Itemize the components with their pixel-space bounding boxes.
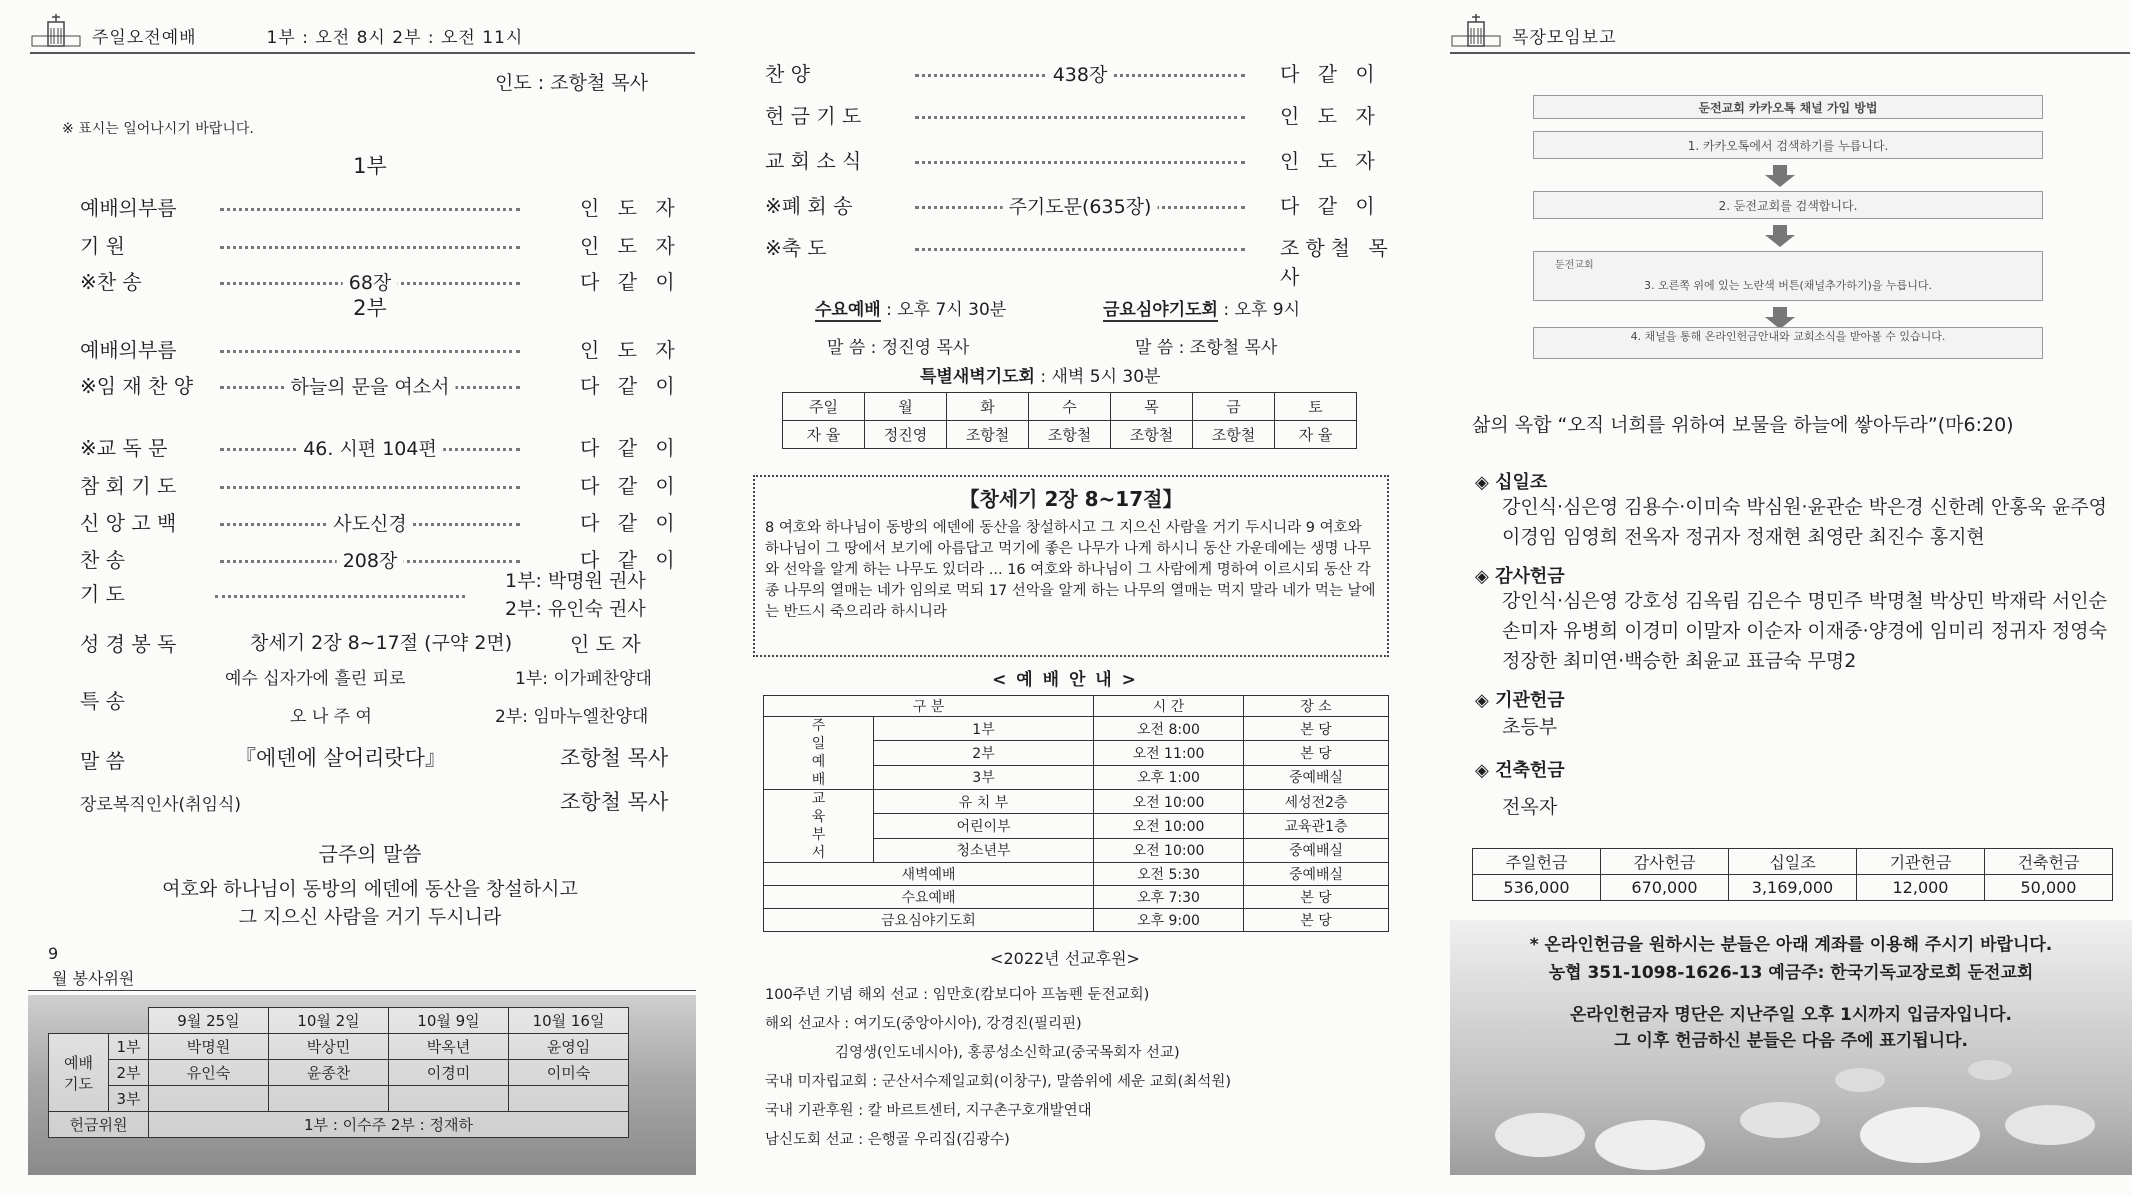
service-times: 1부 : 오전 8시 2부 : 오전 11시 — [266, 28, 524, 48]
guide-place: 중예배실 — [1244, 838, 1389, 862]
dawn-day: 금 — [1193, 393, 1275, 421]
serve-date: 10월 2일 — [269, 1008, 389, 1034]
order-label: 참 회 기 도 — [80, 474, 177, 498]
serve-cell — [269, 1086, 389, 1112]
kakao-title: 둔전교회 카카오톡 채널 가입 방법 — [1533, 95, 2043, 119]
dawn-leaders-row — [783, 421, 1357, 449]
guide-group-char: 육 — [811, 809, 826, 825]
order-responsible: 다 같 이 — [580, 436, 681, 460]
serve-cell: 윤종찬 — [269, 1060, 389, 1086]
building-title: ◈ 건축헌금 — [1475, 760, 1565, 781]
guide-row — [764, 909, 1389, 932]
order-row — [725, 100, 1415, 130]
wed-speaker: 말 씀 : 정진영 목사 — [827, 338, 970, 358]
dawn-leader: 정진영 — [865, 421, 947, 449]
serve-cell — [389, 1086, 509, 1112]
offering-value: 536,000 — [1473, 875, 1601, 901]
order-label: 찬 양 — [765, 62, 810, 86]
order-label: 예배의부름 — [80, 338, 177, 362]
guide-place: 본 당 — [1244, 717, 1389, 741]
serve-cell — [509, 1086, 629, 1112]
guide-time: 오전 10:00 — [1094, 838, 1244, 862]
guide-time: 오전 11:00 — [1094, 741, 1244, 765]
sermon-preacher: 조항철 목사 — [560, 746, 669, 770]
serve-cell: 윤영임 — [509, 1034, 629, 1060]
dotted-leader — [220, 208, 520, 211]
mission-item: 남신도회 선교 : 은행골 우리집(김광수) — [765, 1132, 1010, 1148]
order-responsible: 조항철 목사 — [1280, 236, 1394, 289]
guide-group-char: 일 — [811, 736, 826, 752]
kakao-search-label: 둔전교회 — [1555, 260, 1594, 271]
panel3-title: 목장모임보고 — [1512, 28, 1617, 48]
serve-cell — [149, 1086, 269, 1112]
order-label: ※찬 송 — [80, 270, 142, 294]
dotted-leader — [220, 246, 520, 249]
guide-name: 금요심야기도회 — [764, 909, 1094, 932]
elder-ceremony: 장로복직인사(취임식) — [80, 795, 242, 815]
order-responsible: 다 같 이 — [1280, 194, 1381, 218]
order-responsible: 인 도 자 — [1280, 149, 1381, 173]
guide-group-char: 부 — [811, 827, 826, 843]
special-label: 특 송 — [80, 689, 125, 713]
guide-name: 청소년부 — [874, 838, 1094, 862]
dawn-day: 수 — [1029, 393, 1111, 421]
panel-offering-report — [1430, 0, 2132, 1196]
offering-header-row — [1473, 849, 2113, 875]
guide-name: 어린이부 — [874, 814, 1094, 838]
dawn-leader: 조항철 — [947, 421, 1029, 449]
dawn-prayer — [920, 362, 1160, 387]
dawn-day: 월 — [865, 393, 947, 421]
guide-place: 교육관1층 — [1244, 814, 1389, 838]
bible-title: 【창세기 2장 8~17절】 — [959, 487, 1183, 511]
worship-guide-table — [763, 695, 1389, 932]
order-item: 46. 시편 104편 — [297, 434, 443, 461]
offering-verse: 삶의 옥합 “오직 너희를 위하여 보물을 하늘에 쌓아두라”(마6:20) — [1472, 414, 2014, 436]
mission-item: 해외 선교사 : 여기도(중앙아시아), 강경진(필리핀) — [765, 1016, 1082, 1032]
serve-date: 10월 9일 — [389, 1008, 509, 1034]
serve-group-label: 예배 기도 — [49, 1034, 109, 1112]
guide-name: 새벽예배 — [764, 863, 1094, 886]
prayer-label-text: 기 도 — [80, 582, 125, 606]
guide-row — [764, 717, 1389, 741]
online-offering-note: * 온라인헌금을 원하시는 분들은 아래 계좌를 이용해 주시기 바랍니다. — [1529, 935, 2053, 955]
dawn-title: 특별새벽기도회 — [920, 367, 1035, 387]
order-label: ※폐 회 송 — [765, 194, 853, 218]
order-row — [0, 370, 700, 400]
dawn-leader: 조항철 — [1029, 421, 1111, 449]
sermon-title: 『에덴에 살어리랏다』 — [235, 746, 446, 770]
week-word-title: 금주의 말씀 — [318, 842, 422, 866]
arrow-down-icon — [1765, 165, 1795, 187]
order-row — [725, 145, 1415, 175]
later-offering-note: 그 이후 헌금하신 분들은 다음 주에 표기됩니다. — [1614, 1031, 1968, 1051]
online-list-note: 온라인헌금자 명단은 지난주일 오후 1시까지 입금자입니다. — [1569, 1005, 2012, 1025]
church-icon — [1450, 14, 1502, 48]
offering-value: 3,169,000 — [1729, 875, 1857, 901]
order-row — [0, 470, 700, 500]
guide-place: 본 당 — [1244, 741, 1389, 765]
order-item: 438장 — [1047, 60, 1114, 87]
dawn-day: 화 — [947, 393, 1029, 421]
dotted-leader — [220, 486, 520, 489]
guide-row — [764, 790, 1389, 814]
serve-corner2 — [109, 1008, 149, 1034]
guide-group-char: 배 — [811, 772, 826, 788]
fri-title: 금요심야기도회 — [1103, 300, 1218, 320]
serve-date: 10월 16일 — [509, 1008, 629, 1034]
reading-leader: 인 도 자 — [570, 632, 641, 656]
kakao-step: 3. 오른쪽 위에 있는 노란색 버튼(채널추가하기)을 누릅니다. — [1533, 251, 2043, 301]
guide-place: 중예배실 — [1244, 765, 1389, 789]
serve-divider — [28, 990, 696, 991]
part2-heading: 2부 — [353, 296, 387, 320]
guide-group-char: 서 — [811, 845, 826, 861]
serve-part: 2부 — [109, 1060, 149, 1086]
guide-header: 구 분 — [764, 696, 1094, 717]
special-song1: 예수 십자가에 흘린 피로 — [225, 669, 406, 689]
guide-header: 장 소 — [1244, 696, 1389, 717]
part1-heading: 1부 — [353, 154, 387, 178]
guide-time: 오전 5:30 — [1094, 863, 1244, 886]
mission-item: 100주년 기념 해외 선교 : 임만호(캄보디아 프놈펜 둔전교회) — [765, 987, 1150, 1003]
guide-name: 2부 — [874, 741, 1094, 765]
panel-morning-worship — [0, 0, 710, 1196]
offering-value: 670,000 — [1601, 875, 1729, 901]
elder-ceremony-leader: 조항철 목사 — [560, 790, 669, 814]
fri-service — [1103, 295, 1300, 320]
prayer-part2: 2부: 유인숙 권사 — [505, 598, 646, 620]
week-word-line1: 여호와 하나님이 동방의 에덴에 동산을 창설하시고 — [162, 878, 578, 900]
guide-row — [764, 863, 1389, 886]
order-item: 주기도문(635장) — [1003, 192, 1158, 219]
mission-title: <2022년 선교후원> — [990, 949, 1140, 968]
order-responsible: 다 같 이 — [1280, 62, 1381, 86]
order-label: 신 앙 고 백 — [80, 511, 177, 535]
sermon-label: 말 씀 — [80, 749, 125, 773]
order-responsible: 다 같 이 — [580, 270, 681, 294]
order-responsible: 다 같 이 — [580, 548, 681, 572]
standing-notice: ※ 표시는 일어나시기 바랍니다. — [62, 121, 254, 137]
bank-account: 농협 351-1098-1626-13 예금주: 한국기독교장로회 둔전교회 — [1548, 963, 2034, 983]
week-word-line2: 그 지으신 사람을 거기 두시니라 — [238, 906, 502, 928]
dawn-leader: 자 율 — [783, 421, 865, 449]
guide-name: 3부 — [874, 765, 1094, 789]
special-song2: 오 나 주 여 — [290, 707, 372, 727]
dawn-leader: 자 율 — [1275, 421, 1357, 449]
order-label: 교 회 소 식 — [765, 149, 862, 173]
guide-group-char: 예 — [811, 754, 826, 770]
order-item: 사도신경 — [327, 509, 412, 536]
guide-name: 수요예배 — [764, 886, 1094, 909]
offering-committee-label: 헌금위원 — [49, 1112, 149, 1138]
order-row — [0, 192, 700, 222]
offering-totals-table — [1472, 848, 2113, 901]
guide-time: 오전 8:00 — [1094, 717, 1244, 741]
order-row — [0, 230, 700, 260]
serve-cell: 박상민 — [269, 1034, 389, 1060]
order-row — [0, 334, 700, 364]
order-responsible: 인 도 자 — [580, 338, 681, 362]
order-responsible: 인 도 자 — [580, 196, 681, 220]
serve-cell: 박옥년 — [389, 1034, 509, 1060]
worship-guide-title: < 예 배 안 내 > — [992, 670, 1138, 690]
bible-text: 8 여호와 하나님이 동방의 에덴에 동산을 창설하시고 그 지으신 사람을 거기 두시니라 9 여호와 하나님이 그 땅에서 보기에 아름답고 먹기에 좋은 나무가 나게 하시니 동산 가운데에는 생명 나무와 선악을 알게 하는 나무도 있더라 ... 16 여호와 하나님이 그 사람에게 명하여 이르시되 동산 각종 나무의 열매는 네가 임의로 먹되 17 선악을 알게 하는 나무의 열매는 먹지 말라 네가 먹는 날에는 반드시 죽으리라 하시니라 — [765, 520, 1376, 620]
special-choir2: 2부: 임마누엘찬양대 — [495, 707, 649, 727]
serve-corner — [49, 1008, 109, 1034]
guide-row — [764, 886, 1389, 909]
serve-date: 9월 25일 — [149, 1008, 269, 1034]
serve-committee-box — [28, 995, 696, 1175]
panel1-title: 주일오전예배 — [92, 28, 197, 48]
reading-passage: 창세기 2장 8~17절 (구약 2면) — [250, 632, 513, 654]
serve-title: 월 봉사위원 — [52, 969, 135, 988]
order-item: 68장 — [343, 268, 398, 295]
dawn-day: 주일 — [783, 393, 865, 421]
guide-group — [764, 717, 874, 790]
guide-time: 오전 10:00 — [1094, 790, 1244, 814]
dawn-leader: 조항철 — [1193, 421, 1275, 449]
order-label: 예배의부름 — [80, 196, 177, 220]
org-title: ◈ 기관헌금 — [1475, 690, 1565, 711]
order-row — [0, 432, 700, 462]
dawn-schedule-table — [782, 392, 1357, 449]
mission-item: 국내 미자립교회 : 군산서수제일교회(이창구), 말씀위에 세운 교회(최석원) — [765, 1074, 1231, 1090]
panel1-header — [30, 14, 695, 54]
thanks-title: ◈ 감사헌금 — [1475, 566, 1565, 587]
serve-month: 9 — [48, 944, 59, 963]
dotted-leader — [915, 116, 1245, 119]
offering-header: 주일헌금 — [1473, 849, 1601, 875]
dotted-leader — [915, 161, 1245, 164]
order-responsible: 인 도 자 — [1280, 104, 1381, 128]
order-responsible: 인 도 자 — [580, 234, 681, 258]
offering-header: 감사헌금 — [1601, 849, 1729, 875]
tithe-names: 강인식·심은영 김용수·이미숙 박심원·윤관순 박은경 신한례 안홍욱 윤주영 이경임 임영희 전옥자 정귀자 정재현 최영란 최진수 홍지현 — [1502, 496, 2107, 548]
guide-place: 중예배실 — [1244, 863, 1389, 886]
offering-committee-names: 1부 : 이수주 2부 : 정재하 — [149, 1112, 629, 1138]
panel3-header — [1450, 14, 2130, 54]
serve-cell: 유인숙 — [149, 1060, 269, 1086]
order-label: ※임 재 찬 양 — [80, 374, 194, 398]
order-responsible: 다 같 이 — [580, 374, 681, 398]
guide-group-char: 주 — [811, 718, 826, 734]
order-label: 찬 송 — [80, 548, 125, 572]
guide-time: 오전 10:00 — [1094, 814, 1244, 838]
wed-time: : 오후 7시 30분 — [886, 300, 1007, 320]
wed-service — [815, 295, 1006, 320]
dawn-days-row — [783, 393, 1357, 421]
org-names: 초등부 — [1502, 716, 1558, 738]
order-label: 기 원 — [80, 234, 125, 258]
dotted-leader — [915, 248, 1245, 251]
guide-time: 오후 7:30 — [1094, 886, 1244, 909]
fri-time: : 오후 9시 — [1223, 300, 1300, 320]
tithe-title: ◈ 십일조 — [1475, 472, 1548, 493]
dawn-leader: 조항철 — [1111, 421, 1193, 449]
guide-place: 세성전2층 — [1244, 790, 1389, 814]
guide-group-char: 교 — [811, 791, 826, 807]
sheep-background-box — [1450, 920, 2132, 1175]
kakao-step: 4. 채널을 통해 온라인헌금안내와 교회소식을 받아볼 수 있습니다. — [1533, 327, 2043, 359]
leader-line: 인도 : 조항철 목사 — [495, 72, 648, 94]
kakao-step: 1. 카카오톡에서 검색하기를 누릅니다. — [1533, 131, 2043, 159]
order-row — [0, 507, 700, 537]
order-label: ※축 도 — [765, 236, 827, 260]
guide-place: 본 당 — [1244, 886, 1389, 909]
dawn-day: 토 — [1275, 393, 1357, 421]
kakao-step: 2. 둔전교회를 검색합니다. — [1533, 191, 2043, 219]
church-icon — [30, 14, 82, 48]
panel-order-continued — [725, 0, 1415, 1196]
mission-item: 국내 기관후원 : 칼 바르트센터, 지구촌구호개발연대 — [765, 1103, 1092, 1119]
order-label: ※교 독 문 — [80, 436, 168, 460]
mission-item: 김영생(인도네시아), 홍콩성소신학교(중국목회자 선교) — [835, 1045, 1180, 1061]
wed-title: 수요예배 — [815, 300, 881, 320]
guide-time: 오후 1:00 — [1094, 765, 1244, 789]
guide-name: 유 치 부 — [874, 790, 1094, 814]
order-label: 헌 금 기 도 — [765, 104, 862, 128]
offering-value: 12,000 — [1857, 875, 1985, 901]
order-item: 208장 — [337, 546, 404, 573]
order-responsible: 다 같 이 — [580, 474, 681, 498]
offering-header: 십일조 — [1729, 849, 1857, 875]
prayer-part1: 1부: 박명원 권사 — [505, 570, 646, 592]
serve-cell: 이미숙 — [509, 1060, 629, 1086]
special-choir1: 1부: 이가페찬양대 — [515, 669, 652, 689]
order-row — [725, 58, 1415, 88]
guide-time: 오후 9:00 — [1094, 909, 1244, 932]
reading-label: 성 경 봉 독 — [80, 632, 177, 656]
serve-table — [48, 1007, 629, 1138]
order-item: 하늘의 문을 여소서 — [285, 372, 456, 399]
thanks-names: 강인식·심은영 강호성 김옥림 김은수 명민주 박명철 박상민 박재락 서인순 손미자 유병희 이경미 이말자 이순자 이재중·양경에 임미리 정귀자 정영숙 정장한 최미연·백승한 최윤교 표금숙 무명2 — [1502, 590, 2107, 672]
serve-cell: 박명원 — [149, 1034, 269, 1060]
dotted-leader — [220, 350, 520, 353]
arrow-down-icon — [1765, 307, 1795, 329]
dawn-time: : 새벽 5시 30분 — [1040, 367, 1161, 387]
guide-name: 1부 — [874, 717, 1094, 741]
guide-group — [764, 790, 874, 863]
building-names: 전옥자 — [1502, 796, 1558, 818]
guide-place: 본 당 — [1244, 909, 1389, 932]
arrow-down-icon — [1765, 225, 1795, 247]
dawn-day: 목 — [1111, 393, 1193, 421]
bible-passage-box — [753, 475, 1389, 657]
kakao-channel-guide — [1515, 95, 2065, 360]
offering-header: 건축헌금 — [1985, 849, 2113, 875]
prayer-label — [80, 578, 200, 607]
offering-header: 기관헌금 — [1857, 849, 1985, 875]
offering-value-row — [1473, 875, 2113, 901]
serve-part: 3부 — [109, 1086, 149, 1112]
order-row — [725, 190, 1415, 220]
dotted-leader — [215, 595, 465, 598]
offering-value: 50,000 — [1985, 875, 2113, 901]
serve-part: 1부 — [109, 1034, 149, 1060]
serve-cell: 이경미 — [389, 1060, 509, 1086]
order-row — [725, 232, 1415, 289]
order-responsible: 다 같 이 — [580, 511, 681, 535]
guide-header: 시 간 — [1094, 696, 1244, 717]
fri-speaker: 말 씀 : 조항철 목사 — [1135, 338, 1278, 358]
